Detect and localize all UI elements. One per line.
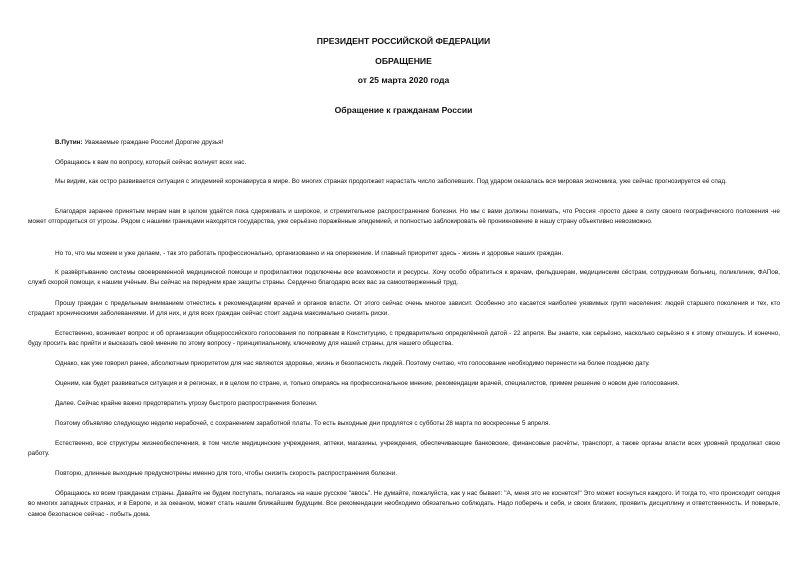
paragraph: Естественно, возникает вопрос и об организации общероссийского голосования по поправкам в Конституцию, с предварительно определённой датой - 22 апреля. Вы знаете, как серьёзно, насколько серьёзно я к этому отношусь. И конечно, буду просить вас прийти и высказать своё мнение по этому вопросу - принципиальному, ключевому для нашей страны, для нашего общества. [28, 330, 780, 348]
opening-paragraph [28, 138, 780, 148]
paragraph: Естественно, все структуры жизнеобеспечения, в том числе медицинские учреждения, аптеки, магазины, учреждения, обеспечивающие банковские, финансовые расчёты, транспорт, а также органы власти всех уровней продолжат свою работу. [28, 440, 780, 458]
paragraph: Обращаюсь ко всем гражданам страны. Давайте не будем поступать, полагаясь на наше русское "авось". Не думайте, пожалуйста, как у нас бывает: "А, меня это не коснется!" Это может коснуться каждого. И тогда то, что происходит сегодня во многих западных странах, и в Европе, и за океаном, может стать нашим ближайшим будущим. Все рекомендации необходимо обязательно соблюдать. Надо поберечь и себя, и своих близких, проявить дисциплину и ответственность. И поверьте, самое безопасное сейчас - побыть дома. [28, 490, 780, 518]
paragraph: Далее. Сейчас крайне важно предотвратить угрозу быстрого распространения болезни. [55, 400, 318, 407]
speaker-name: В.Путин: [55, 139, 83, 146]
paragraph: Но то, что мы можем и уже делаем, - так это работать профессионально, организованно и на опережение. И главный приоритет здесь - жизнь и здоровье наших граждан. [55, 250, 564, 257]
paragraph: Мы видим, как остро развивается ситуация с эпидемией коронавируса в мире. Во многих странах продолжает нарастать число заболевших. Под ударом оказалась вся мировая экономика, уже сейчас прогнозируется её спад. [55, 178, 727, 185]
paragraph: Однако, как уже говорил ранее, абсолютным приоритетом для нас являются здоровье, жизнь и безопасность людей. Поэтому считаю, что голосование необходимо перенести на более позднюю дату. [55, 360, 650, 367]
paragraph: Прошу граждан с предельным вниманием отнестись к рекомендациям врачей и органов власти. От этого сейчас очень многое зависит. Особенно это касается наиболее уязвимых групп населения: людей старшего поколения и тех, кто страдает хроническими заболеваниями. И для них, и для всех граждан сейчас стоит задача максимально снизить риски. [28, 300, 780, 318]
opening-text: Уважаемые граждане России! Дорогие друзья! [82, 139, 224, 146]
date-heading: от 25 марта 2020 года [357, 75, 450, 85]
issuer-heading: ПРЕЗИДЕНТ РОССИЙСКОЙ ФЕДЕРАЦИИ [316, 36, 491, 46]
paragraph: Поэтому объявляю следующую неделю нерабочей, с сохранением заработной платы. То есть выходные дни продлятся с субботы 28 марта по воскресенье 5 апреля. [55, 420, 551, 427]
document-title: Обращение к гражданам России [334, 105, 473, 115]
paragraph: Благодаря заранее принятым мерам нам в целом удаётся пока сдерживать и широкое, и стремительное распространение болезни. Но мы с вами должны понимать, что Россия -просто даже в силу своего географического положения -не может отгородиться от угрозы. Рядом с нашими границами находятся государства, уже серьёзно поражённые эпидемией, и полностью заблокировать её проникновение в нашу страну объективно невозможно. [28, 208, 780, 226]
paragraph: К развёртыванию системы своевременной медицинской помощи и профилактики подключены все возможности и ресурсы. Хочу особо обратиться к врачам, фельдшерам, медицинским сёстрам, сотрудникам больниц, поликлиник, ФАПов, служб скорой помощи, к нашим учёным. Вы сейчас на переднем крае защиты страны. Сердечно благодарю всех вас за самоотверженный труд. [28, 269, 780, 287]
paragraph: Оценим, как будет развиваться ситуация и в регионах, и в целом по стране, и, только опираясь на профессиональное мнение, рекомендации врачей, специалистов, примем решение о новом дне голосования. [55, 380, 680, 387]
document-type-heading: ОБРАЩЕНИЕ [375, 56, 432, 66]
paragraph: Повторю, длинные выходные предусмотрены именно для того, чтобы снизить скорость распространения болезни. [55, 470, 398, 477]
paragraph: Обращаюсь к вам по вопросу, который сейчас волнует всех нас. [55, 159, 247, 166]
